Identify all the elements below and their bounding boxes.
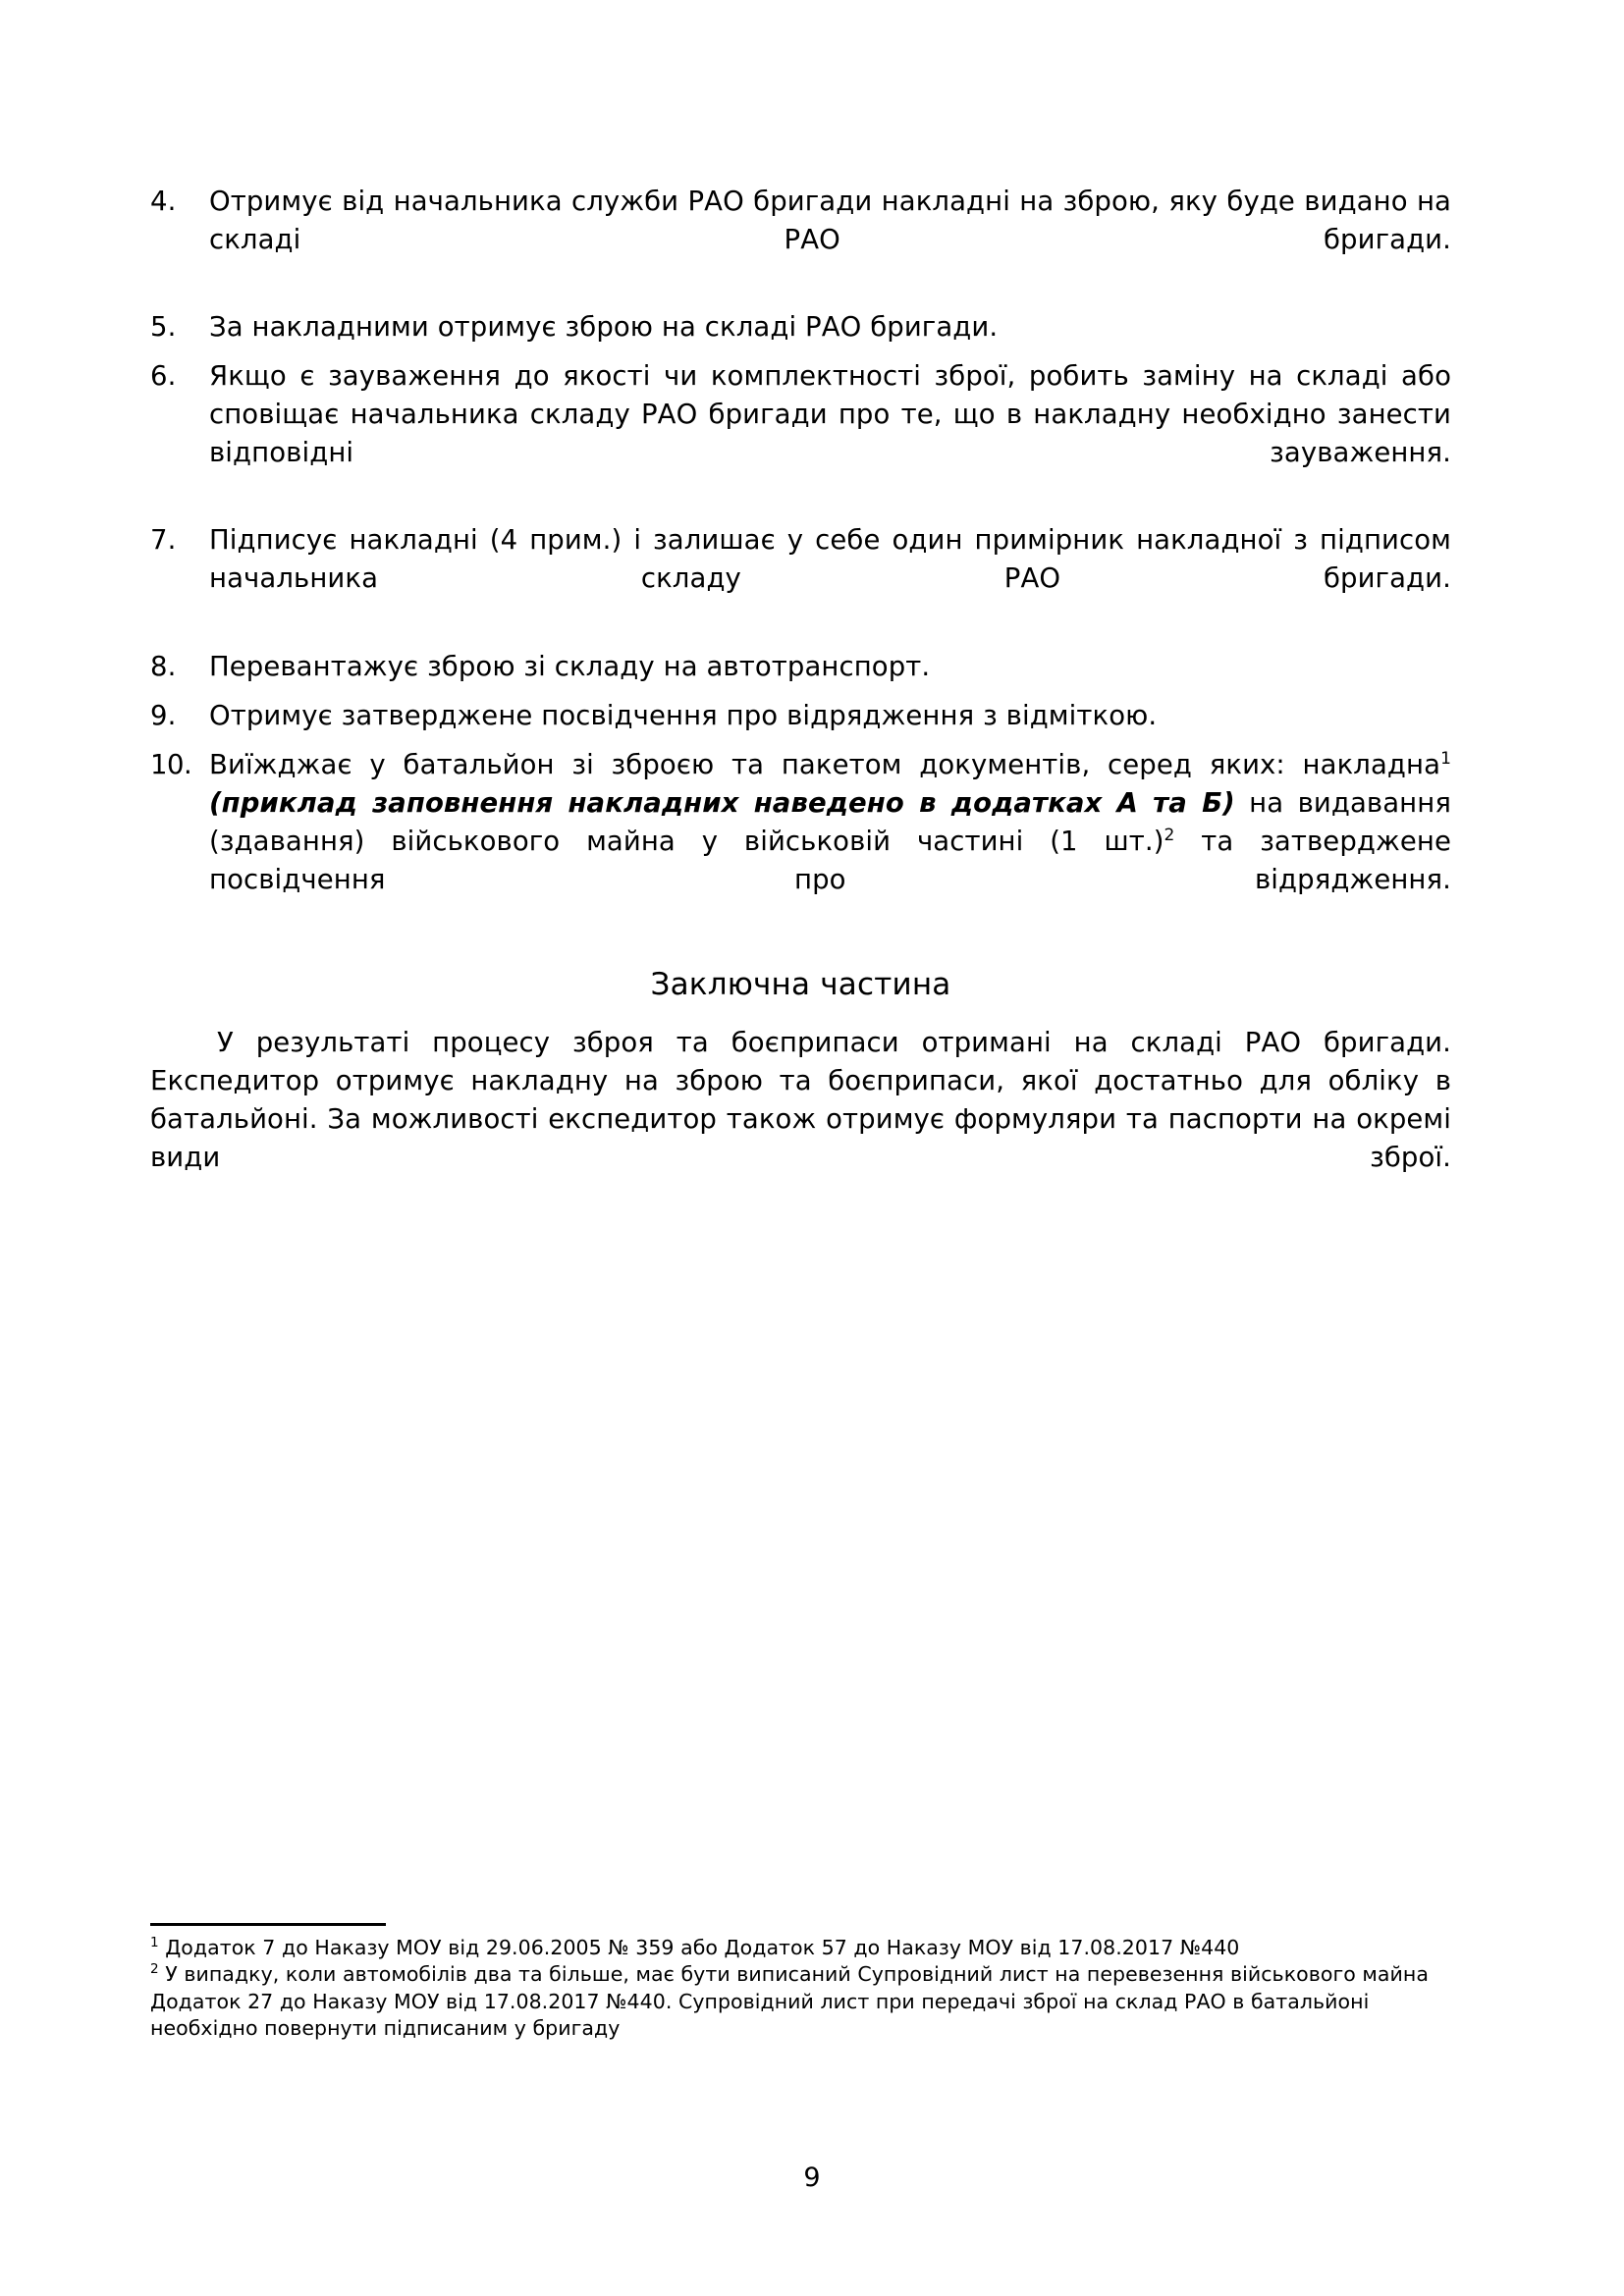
list-item-number: 7.	[150, 524, 177, 557]
footnote-text: Додаток 7 до Наказу МОУ від 29.06.2005 № 359 або Додаток 57 до Наказу МОУ від 17.08.2017 №440	[165, 1936, 1240, 1959]
list-item	[150, 357, 1451, 510]
list-item-number: 9.	[150, 699, 177, 731]
footnote-entry	[150, 1961, 1451, 2042]
list-item-text: Отримує від начальника служби РАО бригади накладні на зброю, яку буде видано на складі РАО бригади.	[209, 186, 1451, 256]
list-item	[150, 648, 1451, 686]
footnote-entry	[150, 1935, 1451, 1961]
list-item-text-segment: та затверджене посвідчення про відрядження.	[209, 825, 1451, 895]
list-item-text: За накладними отримує зброю на складі РАО бригади.	[209, 311, 999, 344]
footnote-marker: 2	[150, 1961, 159, 1978]
list-item	[150, 697, 1451, 735]
list-item-text	[209, 746, 1451, 937]
list-item-number: 8.	[150, 650, 177, 682]
numbered-step-list	[150, 183, 1451, 937]
page-content	[150, 183, 1451, 1215]
list-item-number: 6.	[150, 360, 177, 393]
list-item-text: Отримує затверджене посвідчення про відрядження з відміткою.	[209, 699, 1158, 731]
list-item-text: Якщо є зауваження до якості чи комплектності зброї, робить заміну на складі або сповіщає начальника складу РАО бригади про те, що в накладну необхідно занести відповідні зауваження.	[209, 360, 1451, 469]
list-item	[150, 183, 1451, 297]
footnotes-area	[150, 1923, 1451, 2042]
footnote-reference-2: 2	[1164, 825, 1175, 845]
list-item-emphasis: (приклад заповнення накладних наведено в додатках А та Б)	[209, 786, 1235, 819]
list-item	[150, 746, 1451, 937]
list-item-number: 4.	[150, 186, 177, 217]
page-number: 9	[803, 2163, 821, 2193]
list-item	[150, 308, 1451, 347]
footnote-reference-1: 1	[1440, 748, 1451, 769]
list-item-text-segment: на видавання (здавання) військового майна у військовій частині (1 шт.)	[209, 786, 1451, 857]
list-item-number: 10.	[150, 748, 192, 780]
list-item-text: Перевантажує зброю зі складу на автотранспорт.	[209, 650, 931, 682]
footnote-marker: 1	[150, 1935, 159, 1951]
closing-paragraph: У результаті процесу зброя та боєприпаси отримані на складі РАО бригади. Експедитор отримує накладну на зброю та боєприпаси, якої достатньо для обліку в батальйоні. За можливості експедитор також отримує формуляри та паспорти на окремі види зброї.	[150, 1027, 1451, 1174]
footnote-separator-rule	[150, 1923, 386, 1926]
list-item	[150, 521, 1451, 636]
list-item-number: 5.	[150, 311, 177, 344]
footnote-text: У випадку, коли автомобілів два та більше, має бути виписаний Супровідний лист на перевезення військового майна Додаток 27 до Наказу МОУ від 17.08.2017 №440. Супровідний лист при передачі зброї на склад РАО в батальйоні необхідно повернути підписаним у бригаду	[150, 1962, 1429, 2040]
list-item-text-segment: Виїжджає у батальйон зі зброєю та пакетом документів, серед яких: накладна	[209, 748, 1441, 780]
list-item-text: Підписує накладні (4 прим.) і залишає у себе один примірник накладної з підписом начальника складу РАО бригади.	[209, 524, 1451, 595]
section-heading: Заключна частина	[650, 966, 951, 1002]
